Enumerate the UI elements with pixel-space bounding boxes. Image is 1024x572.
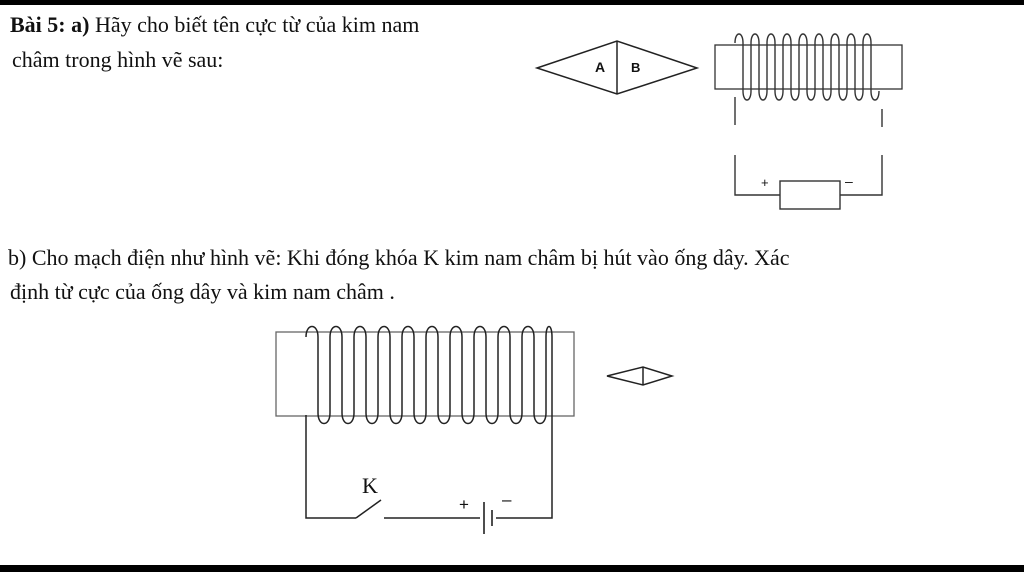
figure-b-battery-minus: – — [502, 490, 512, 509]
figure-b-needle — [607, 367, 672, 385]
figure-a — [537, 34, 902, 209]
figure-b-battery-plus: + — [459, 495, 469, 514]
part-a-text-line1: Hãy cho biết tên cực từ của kim nam — [94, 12, 420, 37]
figures-canvas — [0, 5, 1024, 565]
needle-label-b: B — [631, 60, 641, 75]
figure-a-battery — [780, 181, 840, 209]
needle-label-a: A — [595, 59, 606, 75]
problem-number: Bài 5: — [10, 12, 66, 37]
worksheet-page — [0, 5, 1024, 565]
part-b-text-line1: b) Cho mạch điện như hình vẽ: Khi đóng khóa K kim nam châm bị hút vào ống dây. Xác — [8, 245, 790, 270]
figure-b-circuit — [306, 415, 552, 518]
figure-a-needle — [537, 41, 697, 94]
part-a-label: a) — [71, 12, 90, 37]
figure-a-battery-plus: + — [761, 175, 769, 190]
part-a-text-line2: châm trong hình vẽ sau: — [12, 47, 224, 72]
figure-a-solenoid — [715, 34, 902, 100]
figure-a-battery-minus: – — [845, 173, 853, 189]
figure-b-solenoid — [276, 327, 574, 424]
part-b-text-line2: định từ cực của ống dây và kim nam châm . — [10, 279, 395, 304]
switch-label-k: K — [362, 473, 378, 498]
figure-b-battery — [484, 502, 492, 534]
figure-b — [276, 327, 672, 535]
